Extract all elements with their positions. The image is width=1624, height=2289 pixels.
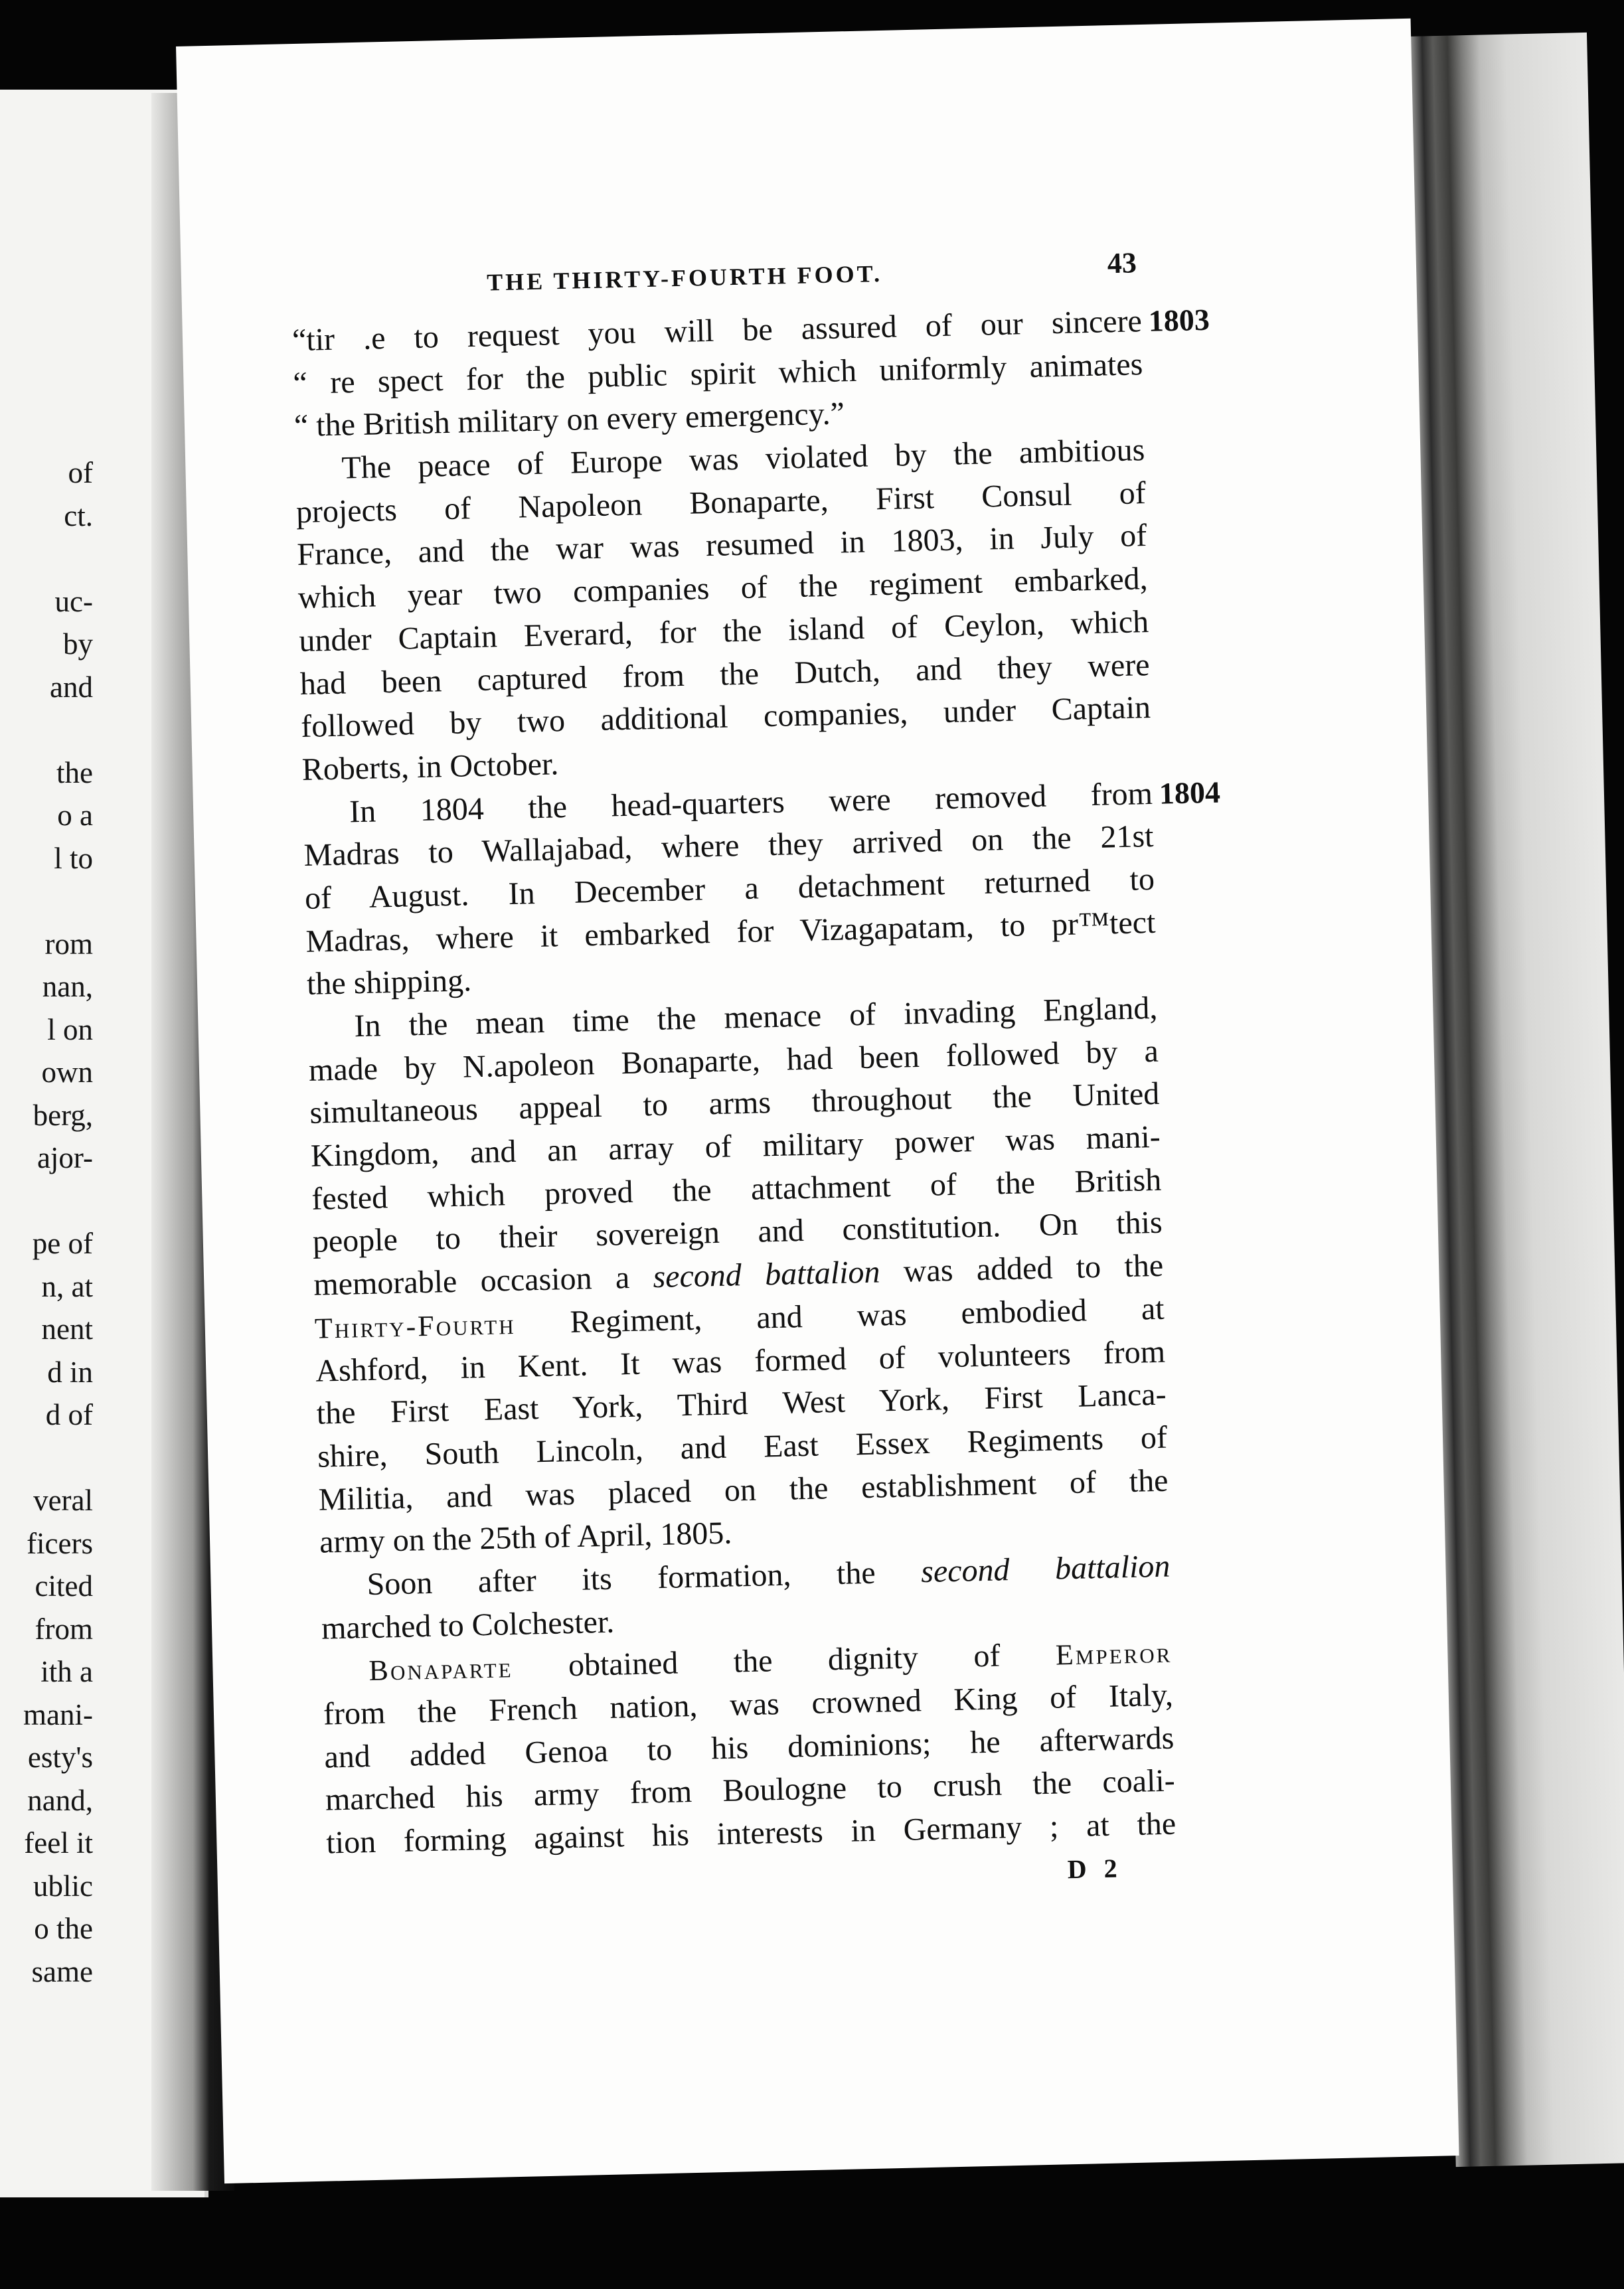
text-line-content: the First East York, Third West York, First Lanca-: [316, 1376, 1167, 1431]
text-line-content: had been captured from the Dutch, and they were: [299, 647, 1151, 702]
text-line-content: shire, South Lincoln, and East Essex Regiments of: [317, 1419, 1168, 1474]
text-line-content: “ the British military on every emergency.”: [293, 396, 845, 444]
previous-page-line: of: [68, 456, 93, 489]
text-line-content: marched to Colchester.: [321, 1604, 615, 1646]
previous-page-line: d in: [47, 1355, 93, 1389]
page-number: 43: [1107, 246, 1137, 280]
previous-page-line: cited: [35, 1569, 93, 1603]
text-line-content: memorable occasion a second battalion was added to the: [313, 1247, 1164, 1302]
text-line-content: Bonaparte obtained the dignity of Emperor: [368, 1636, 1173, 1688]
text-line-content: the shipping.: [306, 963, 472, 1002]
text-line-content: made by N.apoleon Bonaparte, had been followed by a: [308, 1033, 1159, 1088]
text-line-content: marched his army from Boulogne to crush the coali-: [325, 1763, 1176, 1818]
margin-year: 1804: [1159, 775, 1221, 811]
previous-page-line: berg,: [33, 1098, 93, 1132]
margin-year: 1803: [1148, 302, 1210, 338]
text-line-content: Militia, and was placed on the establishment of the: [318, 1462, 1169, 1518]
previous-page-line: d of: [45, 1398, 93, 1431]
text-line-content: which year two companies of the regiment embarked,: [297, 561, 1149, 616]
previous-page-line: uc-: [54, 584, 93, 618]
previous-page-blank-line: [0, 708, 93, 751]
running-head-title: THE THIRTY-FOURTH FOOT.: [486, 260, 883, 296]
text-line-content: army on the 25th of April, 1805.: [319, 1515, 732, 1560]
previous-page-line: nand,: [27, 1783, 93, 1817]
text-line-content: simultaneous appeal to arms throughout the United: [309, 1076, 1160, 1131]
previous-page-blank-line: [0, 1437, 93, 1480]
text-line-content: from the French nation, was crowned King of Italy,: [323, 1677, 1174, 1732]
previous-page-line: rom: [44, 927, 93, 961]
previous-page-line: ct.: [64, 499, 93, 532]
previous-page-line: n, at: [41, 1269, 93, 1303]
previous-page-line: ith a: [41, 1655, 93, 1688]
text-line-content: Roberts, in October.: [301, 746, 559, 787]
text-line-content: fested which proved the attachment of the British: [311, 1162, 1162, 1217]
body-text: [291, 300, 1221, 1865]
text-line-content: Thirty-Fourth Regiment, and was embodied at: [314, 1291, 1165, 1345]
previous-page-line: o a: [57, 799, 93, 832]
text-line-content: of August. In December a detachment returned to: [304, 861, 1155, 916]
text-line-content: and added Genoa to his dominions; he afterwards: [323, 1720, 1175, 1775]
text-line-content: Madras, where it embarked for Vizagapatam, to pr™tect: [305, 904, 1156, 959]
text-line-content: Ashford, in Kent. It was formed of volunteers from: [315, 1334, 1166, 1389]
text-line-content: under Captain Everard, for the island of Ceylon, which: [298, 603, 1149, 659]
previous-page-line: same: [31, 1954, 93, 1988]
previous-page-blank-line: [0, 880, 93, 923]
previous-page-line: nent: [41, 1312, 93, 1346]
previous-page-blank-line: [0, 1180, 93, 1223]
text-line-content: France, and the war was resumed in 1803, in July of: [296, 518, 1147, 573]
text-line-content: followed by two additional companies, under Captain: [300, 690, 1151, 745]
previous-page-blank-line: [0, 537, 93, 580]
previous-page-line: mani-: [23, 1697, 93, 1731]
text-line-content: tion forming against his interests in Germany ; at the: [325, 1806, 1177, 1861]
previous-page-line: nan,: [42, 970, 93, 1003]
page: [176, 19, 1459, 2183]
previous-page-line: l on: [47, 1012, 93, 1046]
previous-page-line: veral: [33, 1484, 93, 1517]
previous-page-line: by: [63, 627, 93, 661]
previous-page-line: from: [35, 1612, 93, 1646]
previous-page-line: ublic: [33, 1869, 93, 1903]
text-line-content: Soon after its formation, the second battalion: [366, 1548, 1171, 1603]
previous-page-line: l to: [54, 841, 93, 875]
previous-page-line: and: [50, 670, 93, 704]
previous-page-line-ends: [0, 451, 93, 1993]
signature-text: D 2: [1067, 1853, 1123, 1884]
previous-page-line: ficers: [27, 1526, 93, 1560]
previous-page-line: ajor-: [37, 1141, 93, 1174]
previous-page-line: the: [56, 755, 93, 789]
previous-page-line: pe of: [32, 1227, 93, 1260]
previous-page-line: feel it: [24, 1826, 93, 1859]
text-line-content: In 1804 the head-quarters were removed from: [349, 775, 1153, 829]
text-line-content: Madras to Wallajabad, where they arrived on the 21st: [303, 819, 1154, 874]
text-line-content: The peace of Europe was violated by the ambitious: [341, 432, 1145, 486]
text-line-content: “tir .e to request you will be assured of our sincere: [291, 303, 1143, 358]
text-line-content: people to their sovereign and constitution. On this: [312, 1205, 1163, 1260]
previous-page-line: esty's: [27, 1741, 93, 1774]
previous-page-line: own: [41, 1056, 93, 1089]
text-line-content: In the mean time the menace of invading England,: [353, 990, 1158, 1044]
text-line-content: Kingdom, and an array of military power was mani-: [310, 1119, 1161, 1174]
text-line-content: “ re spect for the public spirit which uniformly animates: [292, 346, 1143, 401]
text-line-content: projects of Napoleon Bonaparte, First Consul of: [295, 475, 1147, 530]
previous-page-line: o the: [34, 1912, 93, 1945]
text-block: [291, 246, 1221, 1905]
